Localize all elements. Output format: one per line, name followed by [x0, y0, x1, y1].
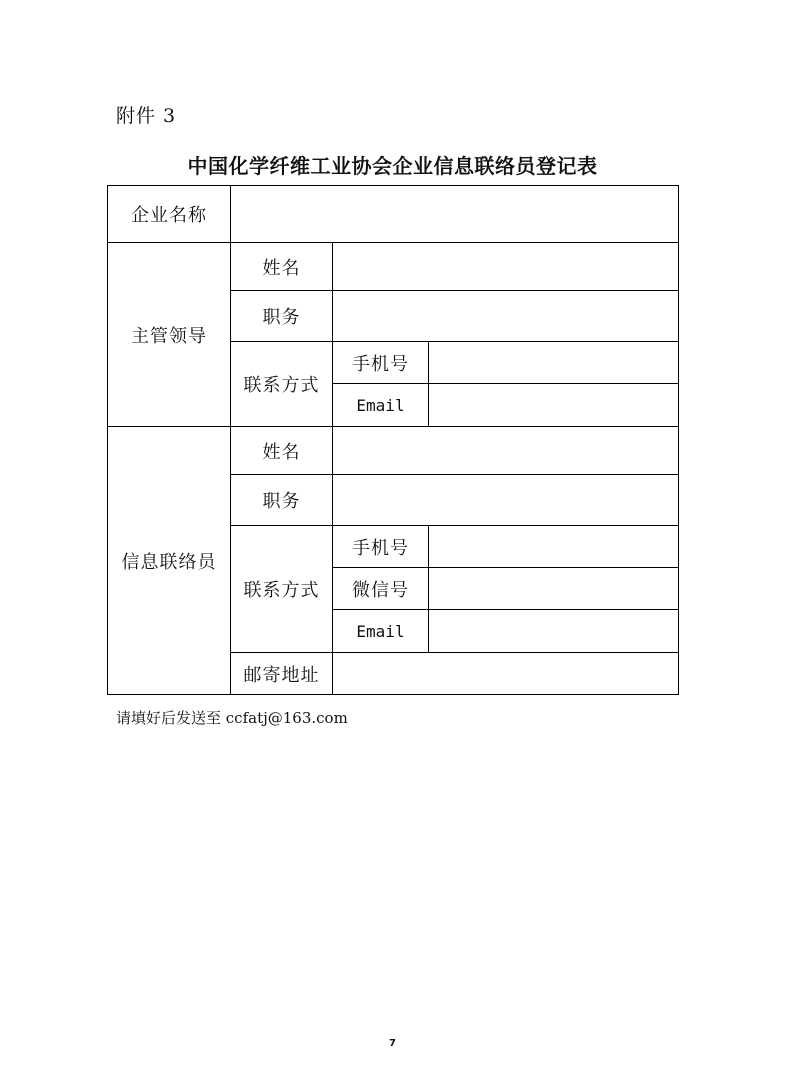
- leader-mobile-field[interactable]: [429, 342, 679, 384]
- leader-mobile-label: 手机号: [333, 342, 429, 384]
- attachment-label: 附件 3: [116, 105, 177, 127]
- leader-email-field[interactable]: [429, 384, 679, 427]
- leader-position-field[interactable]: [333, 291, 679, 342]
- liaison-address-label: 邮寄地址: [231, 653, 333, 695]
- leader-name-field[interactable]: [333, 243, 679, 291]
- leader-position-label: 职务: [231, 291, 333, 342]
- liaison-contact-label: 联系方式: [231, 526, 333, 653]
- liaison-email-label: Email: [333, 610, 429, 653]
- liaison-position-label: 职务: [231, 475, 333, 526]
- leader-email-label: Email: [333, 384, 429, 427]
- company-name-field[interactable]: [231, 186, 679, 243]
- leader-section-label: 主管领导: [108, 243, 231, 427]
- liaison-email-field[interactable]: [429, 610, 679, 653]
- liaison-mobile-label: 手机号: [333, 526, 429, 568]
- liaison-position-field[interactable]: [333, 475, 679, 526]
- liaison-name-field[interactable]: [333, 427, 679, 475]
- liaison-mobile-field[interactable]: [429, 526, 679, 568]
- liaison-wechat-field[interactable]: [429, 568, 679, 610]
- submission-note: 请填好后发送至 ccfatj@163.com: [116, 709, 348, 727]
- registration-form-table: [107, 185, 679, 695]
- leader-contact-label: 联系方式: [231, 342, 333, 427]
- liaison-wechat-label: 微信号: [333, 568, 429, 610]
- company-name-label: 企业名称: [108, 186, 231, 243]
- leader-name-label: 姓名: [231, 243, 333, 291]
- liaison-section-label: 信息联络员: [108, 427, 231, 695]
- form-title: 中国化学纤维工业协会企业信息联络员登记表: [187, 154, 598, 178]
- liaison-name-label: 姓名: [231, 427, 333, 475]
- page-number: 7: [389, 1038, 396, 1049]
- liaison-address-field[interactable]: [333, 653, 679, 695]
